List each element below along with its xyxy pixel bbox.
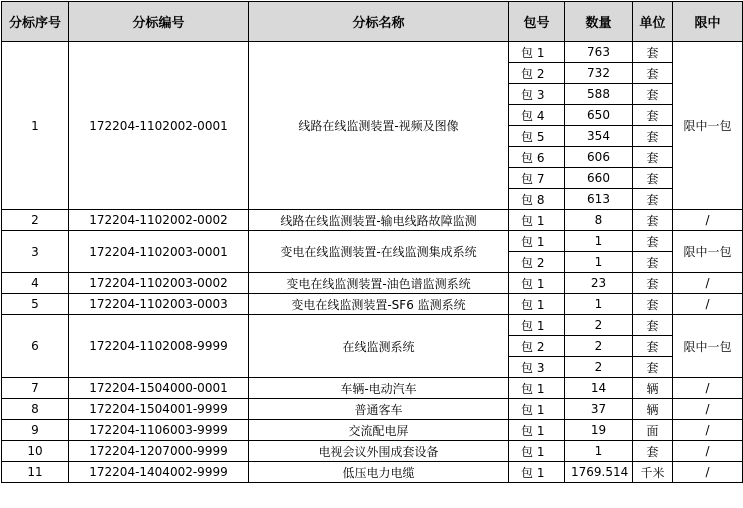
header-unit: 单位 — [633, 2, 673, 42]
cell-quantity: 613 — [565, 189, 633, 210]
table-row — [2, 42, 743, 63]
cell-package: 包 1 — [509, 42, 565, 63]
cell-seq: 2 — [2, 210, 69, 231]
cell-quantity: 14 — [565, 378, 633, 399]
cell-unit: 套 — [633, 147, 673, 168]
cell-package: 包 1 — [509, 399, 565, 420]
cell-unit: 套 — [633, 315, 673, 336]
cell-seq: 6 — [2, 315, 69, 378]
cell-seq: 7 — [2, 378, 69, 399]
table-body — [2, 42, 743, 483]
cell-code: 172204-1207000-9999 — [69, 441, 249, 462]
cell-quantity: 1 — [565, 441, 633, 462]
cell-package: 包 2 — [509, 336, 565, 357]
cell-unit: 套 — [633, 252, 673, 273]
cell-name: 低压电力电缆 — [249, 462, 509, 483]
cell-quantity: 37 — [565, 399, 633, 420]
cell-limit: / — [673, 441, 743, 462]
cell-unit: 套 — [633, 63, 673, 84]
cell-unit: 套 — [633, 84, 673, 105]
cell-limit: / — [673, 378, 743, 399]
cell-seq: 3 — [2, 231, 69, 273]
cell-package: 包 1 — [509, 231, 565, 252]
cell-quantity: 588 — [565, 84, 633, 105]
cell-limit: 限中一包 — [673, 42, 743, 210]
cell-limit: / — [673, 399, 743, 420]
cell-name: 变电在线监测装置-SF6 监测系统 — [249, 294, 509, 315]
cell-code: 172204-1102003-0003 — [69, 294, 249, 315]
header-name: 分标名称 — [249, 2, 509, 42]
cell-package: 包 7 — [509, 168, 565, 189]
cell-seq: 1 — [2, 42, 69, 210]
cell-unit: 套 — [633, 210, 673, 231]
header-code: 分标编号 — [69, 2, 249, 42]
cell-name: 线路在线监测装置-输电线路故障监测 — [249, 210, 509, 231]
cell-package: 包 1 — [509, 462, 565, 483]
cell-package: 包 1 — [509, 273, 565, 294]
cell-unit: 套 — [633, 294, 673, 315]
cell-quantity: 2 — [565, 336, 633, 357]
cell-quantity: 8 — [565, 210, 633, 231]
table-row — [2, 231, 743, 252]
cell-limit: / — [673, 462, 743, 483]
cell-unit: 套 — [633, 105, 673, 126]
cell-unit: 套 — [633, 189, 673, 210]
cell-code: 172204-1102003-0002 — [69, 273, 249, 294]
cell-seq: 4 — [2, 273, 69, 294]
cell-package: 包 1 — [509, 441, 565, 462]
cell-package: 包 2 — [509, 63, 565, 84]
cell-quantity: 606 — [565, 147, 633, 168]
cell-name: 交流配电屏 — [249, 420, 509, 441]
cell-quantity: 1 — [565, 231, 633, 252]
header-seq: 分标序号 — [2, 2, 69, 42]
cell-package: 包 3 — [509, 84, 565, 105]
table-row — [2, 441, 743, 462]
cell-unit: 套 — [633, 441, 673, 462]
cell-quantity: 660 — [565, 168, 633, 189]
cell-seq: 5 — [2, 294, 69, 315]
table-row — [2, 273, 743, 294]
cell-quantity: 1 — [565, 252, 633, 273]
cell-unit: 辆 — [633, 399, 673, 420]
cell-unit: 套 — [633, 273, 673, 294]
cell-name: 线路在线监测装置-视频及图像 — [249, 42, 509, 210]
cell-name: 在线监测系统 — [249, 315, 509, 378]
cell-seq: 9 — [2, 420, 69, 441]
cell-limit: / — [673, 273, 743, 294]
cell-limit: / — [673, 294, 743, 315]
cell-unit: 套 — [633, 231, 673, 252]
table-row — [2, 462, 743, 483]
cell-code: 172204-1404002-9999 — [69, 462, 249, 483]
header-package: 包号 — [509, 2, 565, 42]
cell-code: 172204-1102008-9999 — [69, 315, 249, 378]
table-row — [2, 378, 743, 399]
cell-package: 包 1 — [509, 420, 565, 441]
cell-seq: 11 — [2, 462, 69, 483]
cell-package: 包 1 — [509, 210, 565, 231]
table-row — [2, 399, 743, 420]
header-limit: 限中 — [673, 2, 743, 42]
cell-quantity: 732 — [565, 63, 633, 84]
table-row — [2, 210, 743, 231]
cell-quantity: 23 — [565, 273, 633, 294]
table-header — [2, 2, 743, 42]
cell-unit: 辆 — [633, 378, 673, 399]
cell-unit: 套 — [633, 357, 673, 378]
cell-package: 包 2 — [509, 252, 565, 273]
cell-quantity: 354 — [565, 126, 633, 147]
cell-quantity: 1769.514 — [565, 462, 633, 483]
cell-unit: 套 — [633, 126, 673, 147]
cell-package: 包 5 — [509, 126, 565, 147]
cell-name: 普通客车 — [249, 399, 509, 420]
cell-package: 包 1 — [509, 378, 565, 399]
cell-package: 包 1 — [509, 294, 565, 315]
cell-unit: 千米 — [633, 462, 673, 483]
cell-name: 车辆-电动汽车 — [249, 378, 509, 399]
cell-quantity: 763 — [565, 42, 633, 63]
cell-seq: 8 — [2, 399, 69, 420]
table-row — [2, 315, 743, 336]
cell-quantity: 2 — [565, 357, 633, 378]
cell-unit: 套 — [633, 336, 673, 357]
cell-package: 包 6 — [509, 147, 565, 168]
cell-seq: 10 — [2, 441, 69, 462]
table-row — [2, 294, 743, 315]
cell-code: 172204-1102002-0001 — [69, 42, 249, 210]
cell-quantity: 19 — [565, 420, 633, 441]
cell-code: 172204-1102002-0002 — [69, 210, 249, 231]
cell-package: 包 4 — [509, 105, 565, 126]
cell-quantity: 1 — [565, 294, 633, 315]
cell-limit: / — [673, 210, 743, 231]
cell-name: 变电在线监测装置-油色谱监测系统 — [249, 273, 509, 294]
cell-package: 包 1 — [509, 315, 565, 336]
table-row — [2, 420, 743, 441]
cell-limit: 限中一包 — [673, 315, 743, 378]
cell-unit: 套 — [633, 168, 673, 189]
cell-code: 172204-1106003-9999 — [69, 420, 249, 441]
cell-code: 172204-1504001-9999 — [69, 399, 249, 420]
cell-name: 电视会议外围成套设备 — [249, 441, 509, 462]
cell-package: 包 3 — [509, 357, 565, 378]
bid-package-table — [1, 1, 743, 483]
cell-package: 包 8 — [509, 189, 565, 210]
cell-code: 172204-1504000-0001 — [69, 378, 249, 399]
cell-quantity: 650 — [565, 105, 633, 126]
header-quantity: 数量 — [565, 2, 633, 42]
cell-quantity: 2 — [565, 315, 633, 336]
cell-limit: / — [673, 420, 743, 441]
cell-unit: 套 — [633, 42, 673, 63]
cell-unit: 面 — [633, 420, 673, 441]
cell-limit: 限中一包 — [673, 231, 743, 273]
cell-code: 172204-1102003-0001 — [69, 231, 249, 273]
cell-name: 变电在线监测装置-在线监测集成系统 — [249, 231, 509, 273]
